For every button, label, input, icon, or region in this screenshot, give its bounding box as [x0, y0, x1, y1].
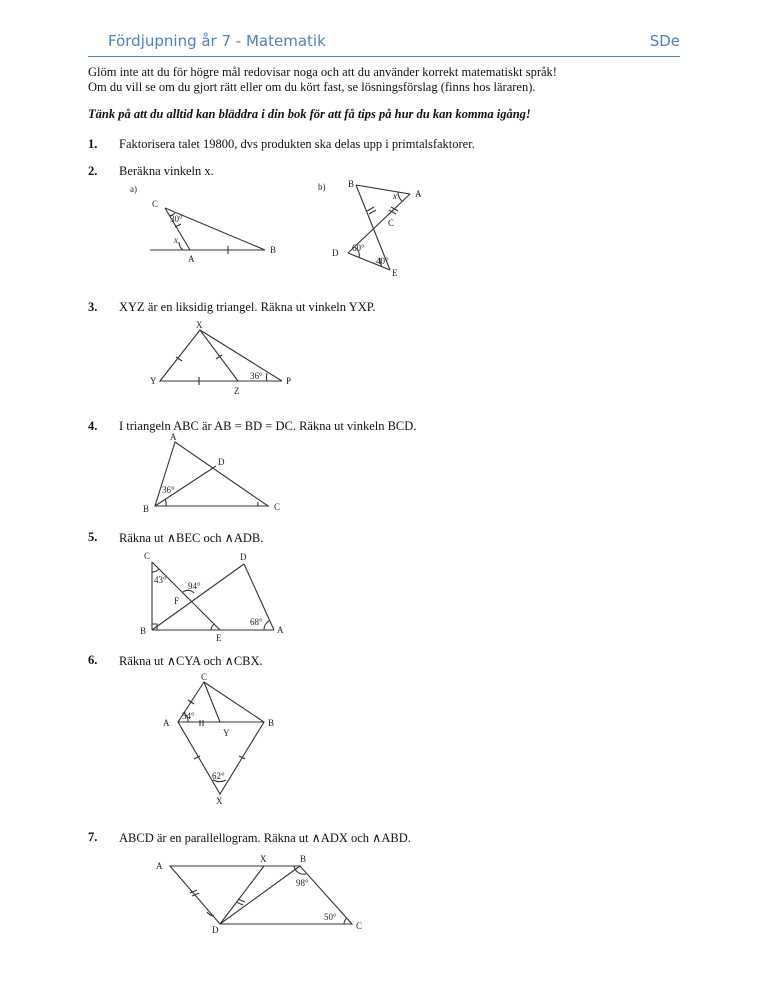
vertex-label: F — [174, 596, 180, 606]
vertex-label: B — [270, 245, 277, 255]
angle-label: 36° — [162, 485, 175, 495]
vertex-label: Z — [234, 386, 240, 396]
question-text: Räkna ut ∧BEC och ∧ADB. — [119, 531, 264, 545]
vertex-label: C — [201, 672, 208, 682]
vertex-label: D — [218, 457, 225, 467]
question-text: Räkna ut ∧CYA och ∧CBX. — [119, 654, 263, 668]
angle-label: 50° — [324, 912, 337, 922]
vertex-label: X — [216, 796, 223, 806]
vertex-label: B — [143, 504, 150, 514]
question-text: XYZ är en liksidig triangel. Räkna ut vinkeln YXP. — [119, 300, 376, 314]
figure-5 — [138, 548, 298, 646]
figure-7 — [150, 850, 380, 940]
question-number: 4. — [88, 419, 98, 433]
vertex-label: A — [156, 861, 163, 871]
angle-label: 60° — [352, 243, 365, 253]
question-number: 1. — [88, 137, 98, 151]
angle-label: x — [393, 191, 397, 201]
angle-label: 62° — [212, 771, 225, 781]
vertex-label: A — [188, 254, 195, 264]
question-number: 6. — [88, 653, 98, 667]
vertex-label: A — [170, 432, 177, 442]
vertex-label: C — [152, 199, 159, 209]
angle-label: 30° — [170, 214, 183, 224]
vertex-label: C — [274, 502, 281, 512]
vertex-label: E — [392, 268, 398, 278]
angle-label: 98° — [296, 878, 309, 888]
angle-label: 43° — [154, 575, 167, 585]
figure-3 — [150, 318, 310, 400]
question-text: Faktorisera talet 19800, dvs produkten ska delas upp i primtalsfaktorer. — [119, 137, 475, 151]
vertex-label: C — [388, 218, 395, 228]
vertex-label: Y — [223, 728, 230, 738]
vertex-label: B — [300, 854, 307, 864]
vertex-label: A — [163, 718, 170, 728]
question-number: 3. — [88, 300, 98, 314]
vertex-label: D — [212, 925, 219, 935]
vertex-label: X — [260, 854, 267, 864]
figure-6 — [160, 670, 290, 808]
vertex-label: A — [277, 625, 284, 635]
question-number: 2. — [88, 164, 98, 178]
angle-label: x — [174, 235, 178, 245]
figure-4 — [140, 428, 300, 516]
part-label: a) — [130, 184, 137, 194]
vertex-label: C — [144, 551, 151, 561]
page-header — [88, 30, 680, 57]
vertex-label: Y — [150, 376, 157, 386]
angle-label: 40° — [376, 256, 389, 266]
question-text: ABCD är en parallellogram. Räkna ut ∧ADX och ∧ABD. — [119, 831, 411, 845]
vertex-label: C — [356, 921, 363, 931]
part-label: b) — [318, 182, 326, 192]
figure-2a — [120, 180, 290, 265]
angle-label: 54° — [182, 711, 195, 721]
question-text: Beräkna vinkeln x. — [119, 164, 214, 178]
tip-text: Tänk på att du alltid kan bläddra i din bok för att få tips på hur du kan komma igång! — [88, 107, 531, 121]
angle-label: 94° — [188, 581, 201, 591]
intro-line-1: Glöm inte att du för högre mål redovisar noga och att du använder korrekt matematiskt språk! — [88, 65, 557, 79]
question-number: 7. — [88, 830, 98, 844]
angle-label: 36° — [250, 371, 263, 381]
vertex-label: D — [240, 552, 247, 562]
vertex-label: B — [140, 626, 147, 636]
document-title: Fördjupning år 7 - Matematik — [108, 32, 326, 50]
question-number: 5. — [88, 530, 98, 544]
vertex-label: B — [268, 718, 275, 728]
intro-text — [88, 65, 688, 95]
vertex-label: X — [196, 320, 203, 330]
intro-line-2: Om du vill se om du gjort rätt eller om du kört fast, se lösningsförslag (finns hos läraren). — [88, 80, 536, 94]
angle-label: 68° — [250, 617, 263, 627]
vertex-label: E — [216, 633, 222, 643]
figure-2b — [312, 178, 452, 278]
author-initials: SDe — [649, 32, 680, 50]
vertex-label: D — [332, 248, 339, 258]
vertex-label: A — [415, 189, 422, 199]
question-text: I triangeln ABC är AB = BD = DC. Räkna ut vinkeln BCD. — [119, 419, 417, 433]
vertex-label: P — [286, 376, 292, 386]
vertex-label: B — [348, 179, 355, 189]
